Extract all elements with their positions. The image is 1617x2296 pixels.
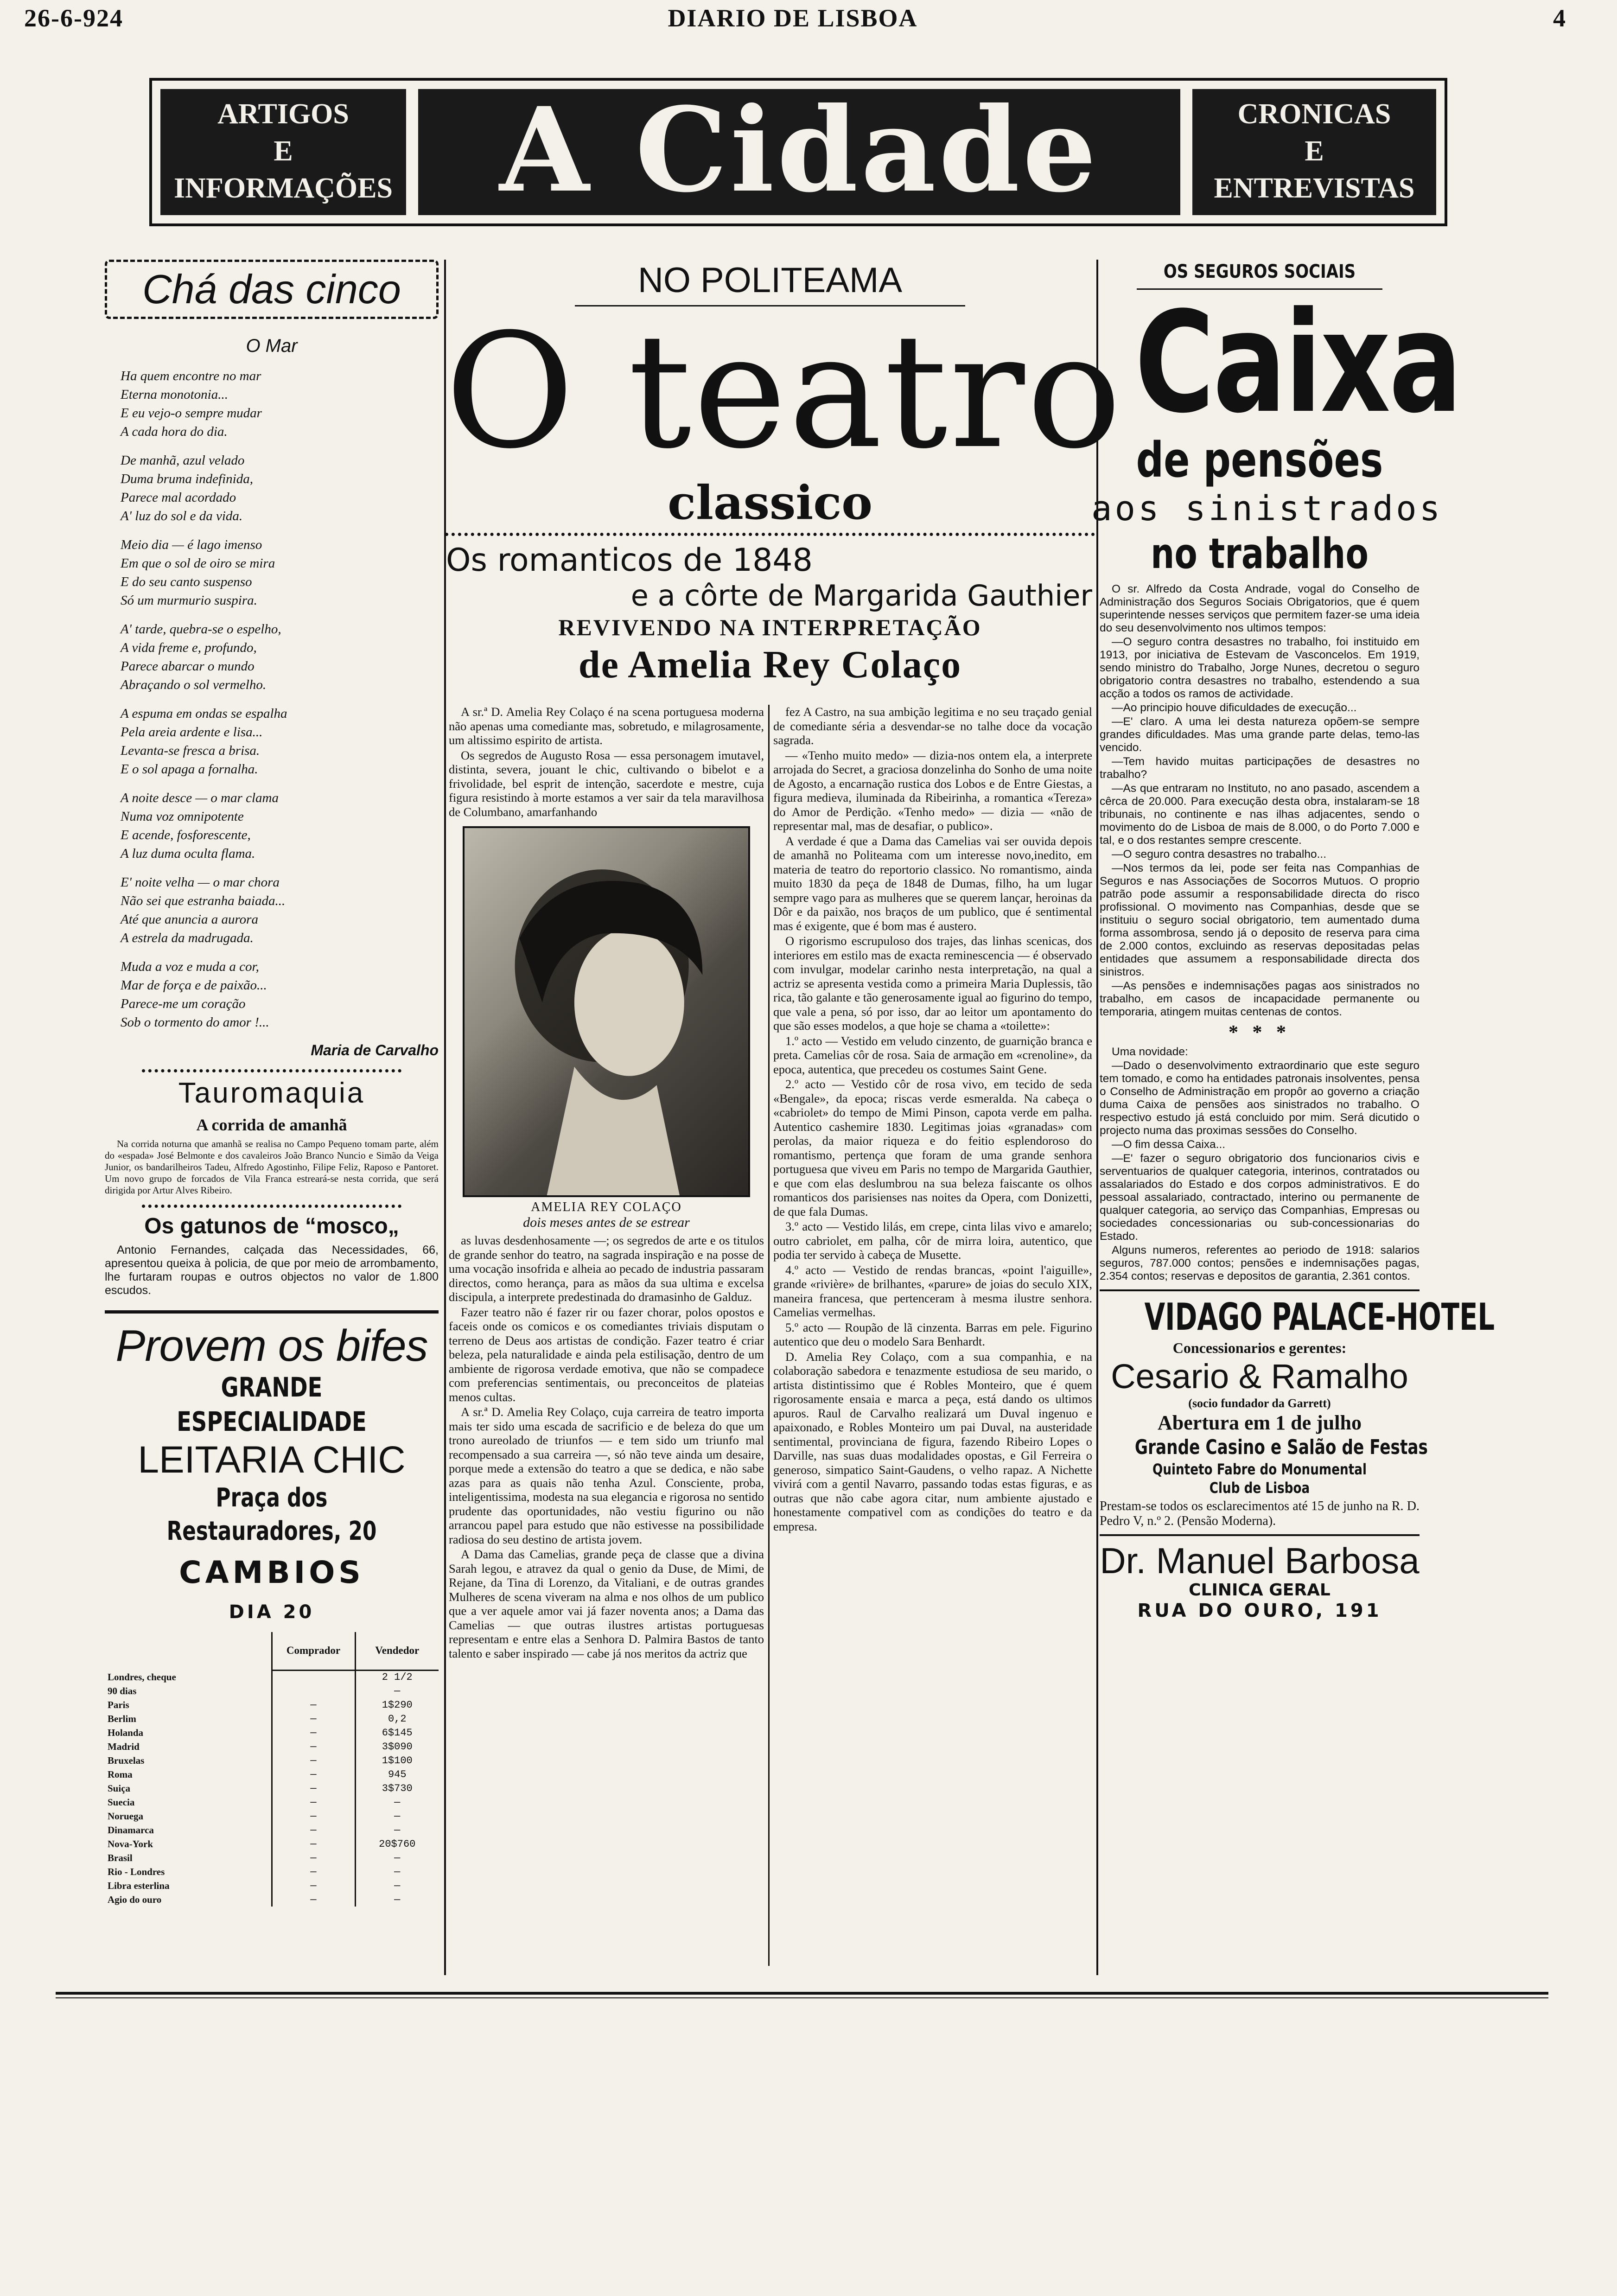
buy-rate: — (272, 1795, 355, 1809)
article-inner-rule (768, 705, 770, 1966)
poem-stanza (105, 704, 439, 778)
buy-rate: — (272, 1823, 355, 1837)
buy-rate: — (272, 1698, 355, 1712)
main-article (445, 260, 1124, 1975)
buy-rate (272, 1684, 355, 1698)
headline-divider (445, 533, 1095, 536)
paragraph: D. Amelia Rey Colaço, com a sua companhia, e na colaboração sabedora e tenazmente estudiosa de seu marido, o artista distintissimo que é Robles Monteiro, que é quem rigorosamente ensaia e marca a peça, está dando os ultimos apuros. Raul de Carvalho realizará um Duval ingenuo e apaixonado, e Robles Monteiro um pai Duval, na austeridade sentimental, provinciana de figura, fazendo Ribeiro Lopes o Darville, nas suas duas modalidades opostas, e Gil Ferreira o generoso, simpatico Saint-Gaudens, o velho rapaz. A Nichette vivirá com a gentil Navarro, passando todas estas figuras, e as outras que não cabe agora citar, num ambiente ajustado e honestamente compativel com as condições do teatro e da empresa. (773, 1349, 1092, 1533)
paragraph: as luvas desdenhosamente —; os segredos de arte e os titulos de grande senhor do teatro, na sagrada inspiração e na posse de uma vocação insofrida e alheia ao pecado de industria passaram directos, como herança, para as mãos da sua ultima e excelsa discipula, a interprete predestinada do dramasinho de Galduz. (449, 1233, 764, 1304)
poem-line: A noite desce — o mar clama (121, 791, 279, 805)
sell-rate: 1$100 (355, 1754, 439, 1767)
buy-rate: — (272, 1893, 355, 1907)
poem-line: Muda a voz e muda a cor, (121, 959, 259, 974)
paragraph: —O seguro contra desastres no trabalho... (1112, 848, 1327, 861)
sell-rate: — (355, 1823, 439, 1837)
article-subhead-3: REVIVENDO NA INTERPRETAÇÃO (558, 614, 982, 640)
poem-stanza (105, 873, 439, 947)
table-row (105, 1754, 439, 1767)
paragraph: 3.º acto — Vestido lilás, em crepe, cinta lilas vivo e amarelo; outro cabriolet, em palha, côr de mirra loira, autentico, que podia ter servido à cabeça de Musette. (773, 1219, 1092, 1262)
section-divider (142, 1069, 401, 1072)
article-subhead-2: e a côrte de Margarida Gauthier (630, 579, 1092, 612)
table-row (105, 1823, 439, 1837)
currency-name: Agio do ouro (108, 1894, 162, 1905)
paragraph: Uma novidade: (1112, 1046, 1188, 1058)
paragraph: A sr.ª D. Amelia Rey Colaço, cuja carreira de teatro importa mais ter sido uma escada de sacrificio e de beleza do que um trono aureolado de triunfos — e tem sido um triunfo mal recompensado a sua carreira —, só não teve ainda um desaire, porque mede a extensão do teatro a que se dedica, e não sabe azas para as quais não tenha Azul. Consciente, proba, inteligentissima, modesta na sua elegancia e rigorosa no sentido prudente das oportunidades, não vestiu figurino ou não arrancou papel para estudo que não estivesse na possibilidade radiosa do seu destino de artista jovem. (449, 1405, 764, 1546)
hotel-line: Grande Casino e Salão de Festas (1134, 1435, 1428, 1459)
poem-stanza (105, 536, 439, 610)
poem-line: Eterna monotonia... (121, 387, 228, 402)
sell-rate: 1$290 (355, 1698, 439, 1712)
buy-rate: — (272, 1740, 355, 1754)
banner-title: A Cidade (499, 89, 1099, 215)
right-column (1091, 260, 1495, 1975)
page-bottom-rule (56, 1992, 1548, 1995)
poem-line: E eu vejo-o sempre mudar (121, 406, 262, 421)
sell-rate: 3$730 (355, 1781, 439, 1795)
exchange-rates-body (105, 1670, 439, 1907)
right-kicker: OS SEGUROS SOCIAIS (1163, 261, 1356, 282)
table-row (105, 1837, 439, 1851)
sell-rate: 6$145 (355, 1726, 439, 1740)
currency-name: Bruxelas (108, 1754, 145, 1766)
table-row (105, 1712, 439, 1726)
poem-line: Abraçando o sol vermelho. (121, 677, 267, 692)
poem-line: E' noite velha — o mar chora (121, 875, 280, 890)
paragraph: —Tem havido muitas participações de desastres no trabalho? (1100, 755, 1420, 781)
right-headline-3: aos sinistrados (1091, 489, 1443, 529)
currency-name: 90 dias (108, 1685, 137, 1696)
poem-line: A' luz do sol e da vida. (121, 509, 243, 523)
poem-stanza (105, 789, 439, 863)
newspaper-name: DIARIO DE LISBOA (668, 4, 918, 32)
insurance-article-body-2 (1100, 1046, 1420, 1283)
article-subhead-4: de Amelia Rey Colaço (578, 643, 962, 686)
left-column (105, 260, 439, 1975)
currency-name: Madrid (108, 1741, 140, 1752)
buy-rate: — (272, 1726, 355, 1740)
cambios-subtitle: DIA 20 (229, 1601, 315, 1623)
section-banner (149, 78, 1447, 226)
poem-line: Parece mal acordado (121, 490, 236, 505)
doctor-name: Dr. Manuel Barbosa (1100, 1540, 1420, 1581)
sell-rate: 945 (355, 1767, 439, 1781)
currency-name: Roma (108, 1768, 133, 1780)
paragraph: —O fim dessa Caixa... (1112, 1138, 1226, 1151)
exchange-rates-table (105, 1632, 439, 1907)
paragraph: —E' claro. A uma lei desta natureza opõem-se sempre grandes dificuldades. Mas uma grande parte delas, temo-las vencido. (1100, 715, 1420, 754)
article-intro (449, 705, 764, 819)
paragraph: A verdade é que a Dama das Camelias vai ser ouvida depois de amanhã no Politeama com um interesse novo,inedito, em materia de teatro do reportorio classico. No romantismo, ainda muito 1830 da peça de 1848 de Dumas, filho, ha um lugar sempre vago para as mulheres que se querem lançar, heroinas da Dôr e da paixão, nos braços de um publico, que é sentimental mas é exigente, que é bom mas é austero. (773, 834, 1092, 933)
poem (105, 367, 439, 1032)
buy-rate: — (272, 1865, 355, 1879)
banner-left-box (160, 89, 406, 215)
sell-rate: — (355, 1851, 439, 1865)
sell-rate: — (355, 1809, 439, 1823)
poem-line: A' tarde, quebra-se o espelho, (121, 622, 281, 637)
sell-rate: 0,2 (355, 1712, 439, 1726)
poem-stanza (105, 620, 439, 694)
article-column-2 (773, 705, 1092, 1966)
article-subhead-1: Os romanticos de 1848 (446, 542, 813, 579)
table-row (105, 1893, 439, 1907)
paragraph: Alguns numeros, referentes ao periodo de 1918: salarios seguros, 787.000 contos; pensões e indemnisações pagas, 2.354 contos; reservas e depositos de garantia, 2.361 contos. (1100, 1244, 1420, 1282)
buy-rate: — (272, 1754, 355, 1767)
poem-line: A espuma em ondas se espalha (121, 706, 287, 721)
buy-rate: — (272, 1809, 355, 1823)
paragraph: —Ao principio houve dificuldades de execução... (1112, 702, 1357, 714)
poem-line: Em que o sol de oiro se mira (121, 556, 275, 571)
tauromaquia-title: Tauromaquia (178, 1077, 365, 1109)
sell-rate: 3$090 (355, 1740, 439, 1754)
section-divider (142, 1205, 401, 1208)
banner-right-line: ENTREVISTAS (1214, 172, 1415, 204)
sell-rate: — (355, 1893, 439, 1907)
poem-line: A cada hora do dia. (121, 424, 228, 439)
table-row (105, 1698, 439, 1712)
paragraph: fez A Castro, na sua ambição legitima e no seu traçado genial de comediante séria a desvendar-se no talhe doce da vocação sagrada. (773, 705, 1092, 747)
table-row (105, 1851, 439, 1865)
doctor-line: RUA DO OURO, 191 (1137, 1600, 1382, 1621)
hotel-title: VIDAGO PALACE-HOTEL (1144, 1295, 1495, 1339)
poem-stanza (105, 367, 439, 441)
cha-das-cinco-title-box (105, 260, 439, 319)
article-column-1 (449, 705, 764, 1966)
table-row (105, 1726, 439, 1740)
poem-line: Meio dia — é lago imenso (121, 537, 262, 552)
currency-name: Holanda (108, 1727, 144, 1738)
cha-das-cinco-title: Chá das cinco (142, 266, 401, 312)
hotel-line: Quinteto Fabre do Monumental Club de Lisboa (1152, 1461, 1367, 1497)
banner-right-line: CRONICAS (1237, 98, 1391, 130)
photo-caption-2: dois meses antes de se estrear (523, 1215, 690, 1230)
currency-name: Berlim (108, 1713, 136, 1724)
poem-line: Parece abarcar o mundo (121, 659, 255, 674)
poem-line: Pela areia ardente e lisa... (121, 725, 263, 740)
poem-line: De manhã, azul velado (121, 453, 245, 468)
page-bottom-rule (56, 1997, 1548, 1998)
table-row (105, 1781, 439, 1795)
buy-rate: — (272, 1781, 355, 1795)
poem-line: A estrela da madrugada. (121, 931, 254, 945)
currency-name: Suiça (108, 1782, 131, 1794)
section-divider (1100, 1289, 1420, 1291)
banner-right-line: E (1305, 135, 1324, 167)
poem-line: Não sei que estranha baiada... (121, 893, 286, 908)
paragraph: O sr. Alfredo da Costa Andrade, vogal do Conselho de Administração dos Seguros Sociais Obrigatorios, que é quem superintende nesses serviços que permitem fazer-se uma ideia do seu desenvolvimento nos ultimos tempos: (1100, 583, 1420, 634)
poem-line: Levanta-se fresca a brisa. (121, 743, 260, 758)
insurance-article-body (1100, 583, 1420, 1020)
currency-name: Londres, cheque (108, 1671, 176, 1683)
poem-line: Numa voz omnipotente (121, 809, 244, 824)
paragraph: —Nos termos da lei, pode ser feita nas Companhias de Seguros e nas Associações de Socorros Mutuos. O proprio patrão pode assumir a responsabilidade directa do risco profissional. O movimento nas Companhias, desde que se instituiu o seguro social obrigatorio, tem aumentado duma forma assombrosa, sendo já o deposito de reserva para cima de 2.000 contos, excluindo as reservas depositadas pelas entidades que assumem a responsabilidade directa dos sinistros. (1100, 862, 1420, 978)
hotel-line: Prestam-se todos os esclarecimentos até 15 de junho na R. D. Pedro V, n.º 2. (Pensão Moderna). (1100, 1499, 1420, 1528)
right-headline-2: de pensões (1136, 432, 1383, 488)
currency-name: Brasil (108, 1852, 133, 1863)
poem-line: Duma bruma indefinida, (121, 472, 253, 486)
poem-line: E acende, fosforescente, (121, 828, 251, 842)
poem-stanza (105, 957, 439, 1032)
currency-name: Rio - Londres (108, 1866, 165, 1877)
table-row (105, 1670, 439, 1684)
tauromaquia-text: Na corrida noturna que amanhã se realisa no Campo Pequeno tomam parte, além do «espada» José Belmonte e dos cavaleiros João Branco Nuncio e Simão da Veiga Junior, os bandarilheiros Tadeu, Alfredo Agostinho, Filipe Feliz, Raposo e Pantoret. Um novo grupo de forcados de Vila Franca estreará-se nesta corrida, que será dirigida por Artur Alves Ribeiro. (105, 1138, 439, 1196)
banner-left-line: ARTIGOS (217, 98, 349, 130)
poem-line: Só um murmurio suspira. (121, 593, 257, 608)
article-headline: O teatro (445, 300, 1124, 484)
buy-rate: — (272, 1851, 355, 1865)
currency-name: Nova-York (108, 1838, 153, 1850)
table-header-sell: Vendedor (355, 1632, 439, 1670)
sell-rate: — (355, 1865, 439, 1879)
poem-author: Maria de Carvalho (311, 1042, 439, 1059)
ad-line: GRANDE ESPECIALIDADE (177, 1371, 367, 1437)
paragraph: —Dado o desenvolvimento extraordinario que este seguro tem tomado, e como ha entidades patronais insolventes, pensa o Conselho de Administração em propôr ao governo a criação duma Caixa de pensões aos sinistrados no trabalho. O respectivo estudo já está concluido por mim. Será dicutido o projecto numa das proximas sessões do Conselho. (1100, 1059, 1420, 1137)
poem-line: A luz duma oculta flama. (121, 846, 255, 861)
buy-rate: — (272, 1837, 355, 1851)
section-divider (105, 1310, 439, 1314)
ad-line: Praça dos Restauradores, 20 (166, 1483, 377, 1546)
article-kicker: NO POLITEAMA (637, 261, 903, 300)
table-row (105, 1795, 439, 1809)
currency-name: Dinamarca (108, 1824, 154, 1836)
poem-title: O Mar (246, 336, 298, 356)
paragraph: — «Tenho muito medo» — dizia-nos ontem ela, a interprete arrojada do Secret, a graciosa donzelinha do Sonho de uma noite de Agosto, a encarnação rustica dos Lobos e de Entre Giestas, a figura medieva, iluminada da Ribeirinha, a romantica «Tereza» do Amor de Perdição. «Tenho medo» — dizia — «não de representar mal, mas de desafiar, o publico». (773, 748, 1092, 833)
currency-name: Noruega (108, 1810, 143, 1822)
paragraph: —O seguro contra desastres no trabalho, foi instituido em 1913, por iniciativa de Estevam de Vasconcelos. Em 1919, sendo ministro do Trabalho, Jorge Nunes, decretou o seguro obrigatorio contra desastres no trabalho, estendendo a sua acção a todos os ramos de actividade. (1100, 636, 1420, 700)
poem-line: Até que anuncia a aurora (121, 912, 258, 927)
poem-line: A vida freme e, profundo, (121, 640, 257, 655)
portrait-photo (463, 826, 750, 1197)
sell-rate: — (355, 1879, 439, 1893)
page-number: 4 (1553, 4, 1566, 32)
cambios-title: CAMBIOS (179, 1555, 364, 1590)
banner-title-box (418, 89, 1180, 215)
hotel-line: Cesario & Ramalho (1111, 1357, 1408, 1396)
hotel-line: Abertura em 1 de julho (1158, 1411, 1362, 1434)
currency-name: Paris (108, 1699, 129, 1710)
sell-rate: — (355, 1795, 439, 1809)
paragraph: —E' fazer o seguro obrigatorio dos funcionarios civis e serventuarios de qualquer categoria, interinos, contratados ou assalariados do Estado e dos corpos administrativos. E do pessoal assalariado, contractado, interino ou permanente de qualquer categoria, ao serviço das Companhias, Empresas ou sociedades concessionarias ou sub-concessionarias do Estado. (1100, 1152, 1420, 1243)
paragraph: —As que entraram no Instituto, no ano pasado, ascendem a cêrca de 20.000. Para execução desta obra, instalaram-se 18 tribunais, no continente e nas ilhas adjacentes, sendo o movimento do de Lisboa de mais de 8.000, o do Porto 7.000 e tal, e o dos restantes sempre crescente. (1100, 782, 1420, 847)
right-headline-1: Caixa (1134, 282, 1461, 444)
gatunos-text: Antonio Fernandes, calçada das Necessidades, 66, apresentou queixa à policia, de que por meio de arrombamento, lhe furtaram roupas e outros objectos no valor de 1.800 escudos. (105, 1244, 439, 1297)
paragraph: A Dama das Camelias, grande peça de classe que a divina Sarah legou, e atravez da qual o genio da Duse, de Mimi, de Rejane, da Tina di Lorenzo, da Vitaliani, e de outras grandes Mulheres de scena viveram na alma e nos olhos de um publico que a ver aquele amor vai já fazer noventa anos; a Dama das Camelias — que outras ilustres artistas portuguesas representam e entre elas a Senhora D. Palmira Bastos de tanto talento e saber inspirado — cabe já nos meritos da actriz que (449, 1547, 764, 1660)
table-row (105, 1865, 439, 1879)
poem-line: E o sol apaga a fornalha. (121, 762, 258, 777)
currency-name: Libra esterlina (108, 1880, 170, 1891)
table-row (105, 1879, 439, 1893)
paragraph: Fazer teatro não é fazer rir ou fazer chorar, polos opostos e faceis onde os comicos e os comediantes triviais disputam o terreno de Deus aos artistas de condição. Fazer teatro é criar beleza, pela naturalidade e ainda pela estilisação, dentro de um ambiente de rigorosa verdade emotiva, que não se compadece com preferencias sentimentais, ou preconceitos de plateias menos cultas. (449, 1305, 764, 1404)
paragraph: 1.º acto — Vestido em veludo cinzento, de guarnição branca e preta. Camelias côr de rosa. Saia de armação em «crenoline», da epoca, autentica, que precedeu os costumes Saint Gene. (773, 1033, 1092, 1076)
poem-line: Parece-me um coração (121, 996, 246, 1011)
buy-rate (272, 1670, 355, 1684)
article-headline-2: classico (668, 475, 872, 530)
issue-date: 26-6-924 (24, 4, 123, 32)
paragraph: Os segredos de Augusto Rosa — essa personagem imutavel, distinta, severa, jouant le chic, cultivando o bibelot e a frivolidade, bel esprit de intenção, sacerdote e mestre, cuja figura resistindo à morte estamos a ver sair da tela maravilhosa de Columbano, amarfanhando (449, 748, 764, 819)
right-headline-4: no trabalho (1151, 529, 1369, 578)
stars: * * * (1229, 1022, 1291, 1043)
table-row (105, 1740, 439, 1754)
paragraph: O rigorismo escrupuloso dos trajes, das linhas scenicas, dos interiores em estilo mas de exacta reminescencia — é observado com invulgar, modelar carinho nesta interpretação, na qual a actriz se apresenta vestida como a primeira Maria Duplessis, tão rica, tão galante e tão generosamente igual ao figurino do tempo, que vale a pena, só por isso, dar ao leitor um apontamento do que são esses modelos, a que hoje se chama a «toilette»: (773, 934, 1092, 1033)
banner-left-line: INFORMAÇÕES (174, 172, 393, 204)
sell-rate: 2 1/2 (355, 1670, 439, 1684)
table-row (105, 1767, 439, 1781)
hotel-line: (socio fundador da Garrett) (1188, 1397, 1331, 1410)
paragraph: —As pensões e indemnisações pagas aos sinistrados no trabalho, em casos de incapacidade permanente ou temporaria, atingem muitas centenas de contos. (1100, 980, 1420, 1018)
bifes-ad (105, 1322, 439, 1548)
photo-caption: AMELIA REY COLAÇO (531, 1200, 682, 1214)
tauromaquia-subtitle: A corrida de amanhã (196, 1116, 347, 1134)
hotel-line: Concessionarios e gerentes: (1172, 1339, 1347, 1356)
table-row (105, 1684, 439, 1698)
poem-line: Sob o tormento do amor !... (121, 1015, 269, 1030)
paragraph: 5.º acto — Roupão de lã cinzenta. Barras em pele. Figurino autentico que deu o modelo Sara Benhardt. (773, 1320, 1092, 1348)
poem-line: Mar de força e de paixão... (121, 978, 267, 993)
banner-right-box (1192, 89, 1436, 215)
poem-line: Ha quem encontre no mar (121, 369, 261, 383)
article-body-2 (773, 705, 1092, 1533)
paragraph: 4.º acto — Vestido de rendas brancas, «point l'aiguille», grande «rivière» de brilhantes, «parure» de joias do seculo XIX, maneira francesa, que pertenceram à mesma ilustre senhora. Camelias vermelhas. (773, 1263, 1092, 1319)
article-body-1 (449, 1233, 764, 1660)
doctor-ad (1100, 1541, 1420, 1621)
banner-left-line: E (274, 135, 293, 167)
table-header-buy: Comprador (272, 1632, 355, 1670)
ad-line: LEITARIA CHIC (138, 1439, 406, 1481)
buy-rate: — (272, 1767, 355, 1781)
hotel-ad (1100, 1295, 1495, 1529)
buy-rate: — (272, 1879, 355, 1893)
poem-line: E do seu canto suspenso (121, 574, 252, 589)
doctor-line: CLINICA GERAL (1189, 1581, 1331, 1600)
sell-rate: — (355, 1684, 439, 1698)
paragraph: A sr.ª D. Amelia Rey Colaço é na scena portuguesa moderna não apenas uma comediante mas, sobretudo, e milagrosamente, um altissimo espirito de artista. (449, 705, 764, 747)
table-header-blank (105, 1632, 272, 1670)
portrait-figure (465, 828, 748, 1195)
poem-stanza (105, 451, 439, 525)
buy-rate: — (272, 1712, 355, 1726)
ad-headline: Provem os bifes (115, 1321, 428, 1371)
currency-name: Suecia (108, 1796, 135, 1808)
gatunos-title: Os gatunos de “mosco„ (144, 1214, 399, 1238)
sell-rate: 20$760 (355, 1837, 439, 1851)
section-divider (1100, 1534, 1420, 1536)
table-row (105, 1809, 439, 1823)
paragraph: 2.º acto — Vestido côr de rosa vivo, em tecido de seda «Bengale», da epoca; riscas verde esmeralda. Na cabeça o «cabriolet» do tempo de Mimi Pinson, capota verde em palha. Autentico cashemire 1830. Legitimas joias «granadas» com perolas, da maior riqueza e do feitio esplendoroso do romantismo, pertença que foram de uma grande senhora portuguesa que viveu em Paris no tempo de Margarida Gauthier, e que com elas deslumbrou na sua beleza faiscante os olhos romanticos dos parisienses nas noites da Opera, com Donizetti, de que fala Dumas. (773, 1077, 1092, 1218)
